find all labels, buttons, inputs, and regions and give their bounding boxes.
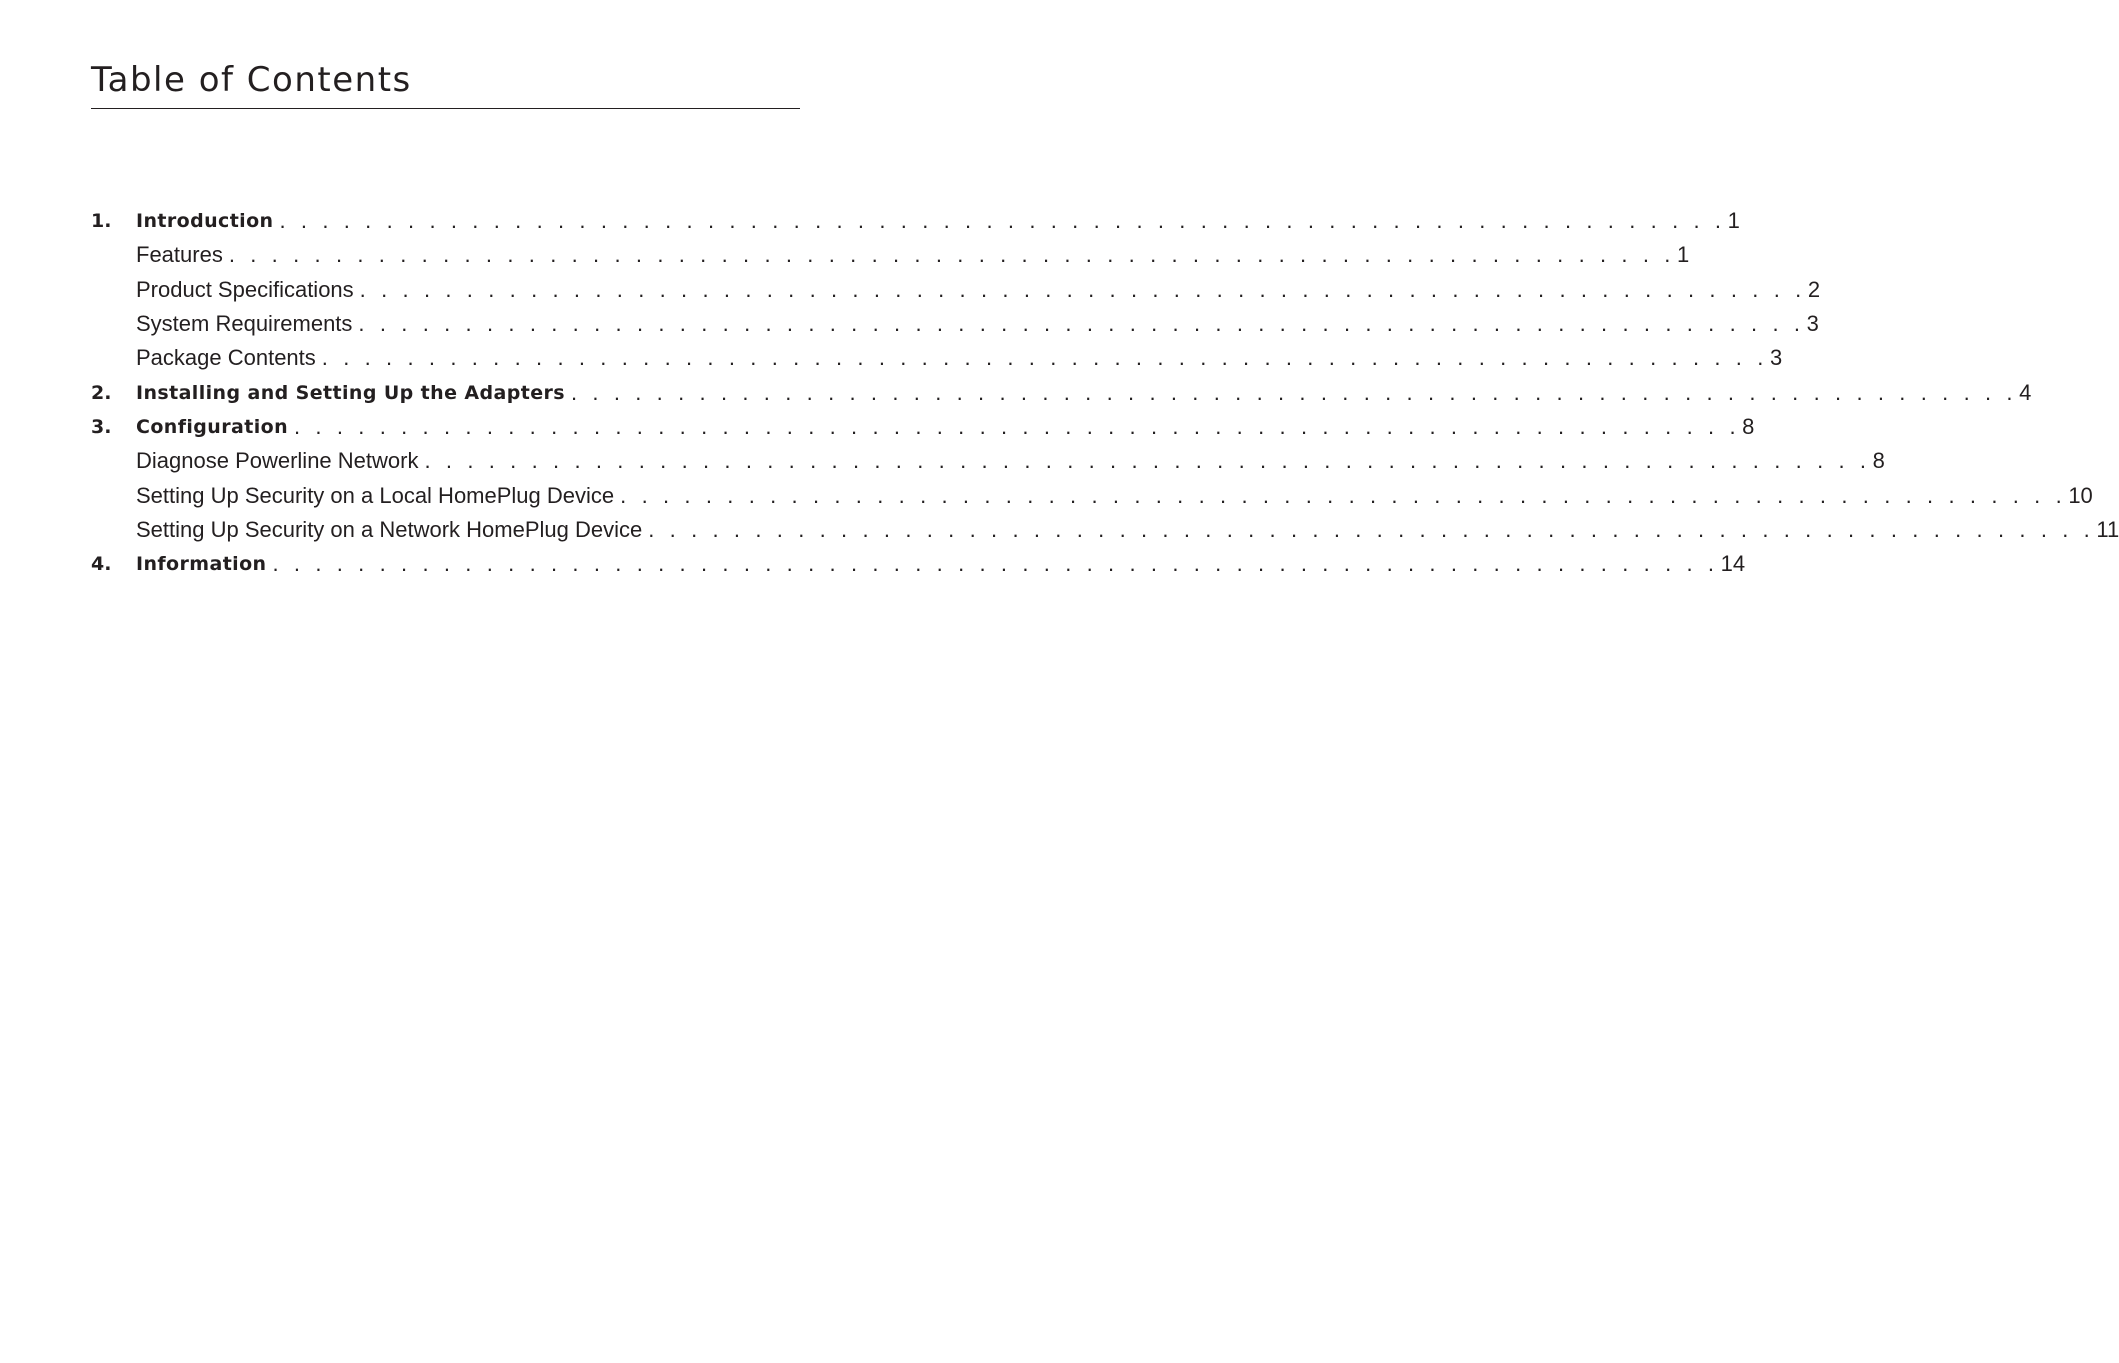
subsection-title: Features xyxy=(136,242,223,268)
dot-leader: . . . . . . . . . . . . . . . . . . . . . . . . . . . . . . . . . . . . . . . . . . . . . . . . . . . . . . . . . . . . . . . . . . . . xyxy=(279,208,1726,234)
toc-entry-package-contents[interactable] xyxy=(91,341,1783,375)
section-number: 4. xyxy=(91,553,112,576)
toc-entry-security-local[interactable] xyxy=(91,478,2093,512)
section-number: 3. xyxy=(91,415,112,438)
subsection-title: Setting Up Security on a Local HomePlug Device xyxy=(136,482,615,508)
page-number: 14 xyxy=(1720,551,1746,577)
subsection-title: Setting Up Security on a Network HomePlug Device xyxy=(136,516,643,542)
toc-entry-features[interactable] xyxy=(91,238,1690,272)
toc-entry-system-requirements[interactable] xyxy=(91,307,1819,341)
toc-entry-information[interactable] xyxy=(91,547,1746,581)
dot-leader: . . . . . . . . . . . . . . . . . . . . . . . . . . . . . . . . . . . . . . . . . . . . . . . . . . . . . . . . . . . . . . . . . . . . xyxy=(570,379,2018,405)
toc-entry-configuration[interactable] xyxy=(91,410,1755,444)
page-number: 8 xyxy=(1742,413,1755,439)
table-of-contents xyxy=(91,204,2119,581)
subsection-title: System Requirements xyxy=(136,311,353,337)
subsection-title: Diagnose Powerline Network xyxy=(136,448,419,474)
page-number: 3 xyxy=(1806,311,1819,337)
dot-leader: . . . . . . . . . . . . . . . . . . . . . . . . . . . . . . . . . . . . . . . . . . . . . . . . . . . . . . . . . . . . . . . . . . . . xyxy=(294,413,1741,439)
subsection-title: Package Contents xyxy=(136,345,316,371)
page-number: 1 xyxy=(1727,208,1740,234)
section-title: Information xyxy=(136,553,267,576)
title-divider xyxy=(91,108,800,109)
toc-entry-introduction[interactable] xyxy=(91,204,1740,238)
dot-leader: . . . . . . . . . . . . . . . . . . . . . . . . . . . . . . . . . . . . . . . . . . . . . . . . . . . . . . . . . . . . . . . . . . . . xyxy=(272,551,1719,577)
section-title: Installing and Setting Up the Adapters xyxy=(136,381,565,404)
dot-leader: . . . . . . . . . . . . . . . . . . . . . . . . . . . . . . . . . . . . . . . . . . . . . . . . . . . . . . . . . . . . . . . . . . . . xyxy=(358,311,1805,337)
page-number: 1 xyxy=(1677,242,1690,268)
dot-leader: . . . . . . . . . . . . . . . . . . . . . . . . . . . . . . . . . . . . . . . . . . . . . . . . . . . . . . . . . . . . . . . . . . . . xyxy=(321,345,1768,371)
dot-leader: . . . . . . . . . . . . . . . . . . . . . . . . . . . . . . . . . . . . . . . . . . . . . . . . . . . . . . . . . . . . . . . . . . . . xyxy=(648,516,2095,542)
page-number: 3 xyxy=(1769,345,1783,371)
dot-leader: . . . . . . . . . . . . . . . . . . . . . . . . . . . . . . . . . . . . . . . . . . . . . . . . . . . . . . . . . . . . . . . . . . . . xyxy=(424,448,1871,474)
section-title: Introduction xyxy=(136,210,274,233)
section-number: 2. xyxy=(91,381,112,404)
toc-entry-installing[interactable] xyxy=(91,375,2032,409)
page-number: 2 xyxy=(1807,276,1821,302)
page-title: Table of Contents xyxy=(91,60,412,100)
dot-leader: . . . . . . . . . . . . . . . . . . . . . . . . . . . . . . . . . . . . . . . . . . . . . . . . . . . . . . . . . . . . . . . . . . . . xyxy=(228,242,1675,268)
toc-entry-product-specifications[interactable] xyxy=(91,273,1821,307)
page-number: 8 xyxy=(1872,448,1885,474)
toc-entry-diagnose-powerline[interactable] xyxy=(91,444,1885,478)
page-number: 4 xyxy=(2019,379,2032,405)
subsection-title: Product Specifications xyxy=(136,276,354,302)
dot-leader: . . . . . . . . . . . . . . . . . . . . . . . . . . . . . . . . . . . . . . . . . . . . . . . . . . . . . . . . . . . . . . . . . . . . xyxy=(620,482,2067,508)
section-title: Configuration xyxy=(136,415,288,438)
section-number: 1. xyxy=(91,210,112,233)
dot-leader: . . . . . . . . . . . . . . . . . . . . . . . . . . . . . . . . . . . . . . . . . . . . . . . . . . . . . . . . . . . . . . . . . . . . xyxy=(359,276,1806,302)
page-number: 11 xyxy=(2096,516,2119,542)
toc-entry-security-network[interactable] xyxy=(91,513,2119,547)
page-number: 10 xyxy=(2068,482,2093,508)
